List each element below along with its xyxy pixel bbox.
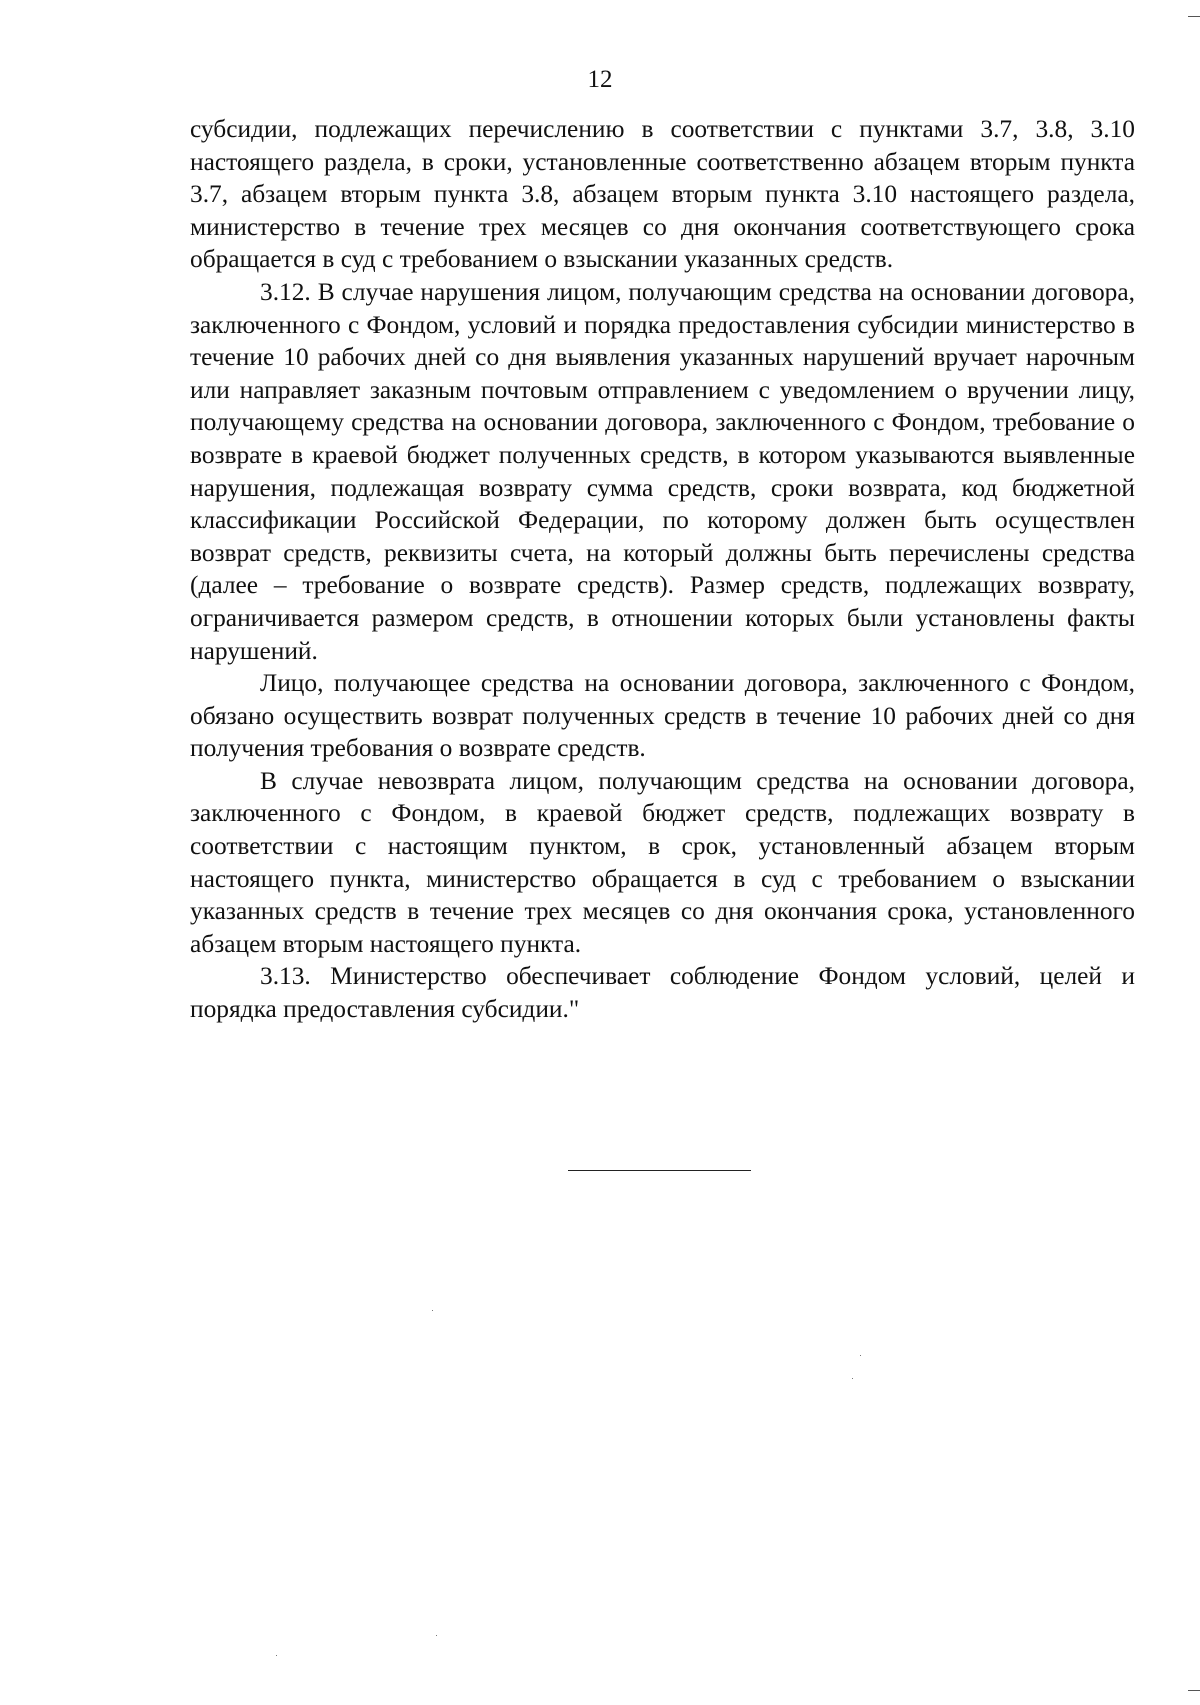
- page-number: 12: [587, 66, 613, 93]
- paragraph-continuation: субсидии, подлежащих перечислению в соответствии с пунктами 3.7, 3.8, 3.10 настоящего раздела, в сроки, установленные соответственно абзацем вторым пункта 3.7, абзацем вторым пункта 3.8, абзацем вторым пункта 3.10 настоящего раздела, министерство в течение трех месяцев со дня окончания соответствующего срока обращается в суд с требованием о взыскании указанных средств.: [190, 115, 1135, 274]
- scan-speck: [860, 1355, 861, 1356]
- document-body: [190, 113, 1135, 1026]
- scan-speck: [276, 1655, 277, 1656]
- scan-speck: [432, 1310, 433, 1311]
- paragraph-refund-obligation: Лицо, получающее средства на основании договора, заключенного с Фондом, обязано осуществить возврат полученных средств в течение 10 рабочих дней со дня получения требования о возврате средств.: [190, 669, 1135, 763]
- paragraph-non-refund: В случае невозврата лицом, получающим средства на основании договора, заключенного с Фондом, в краевой бюджет средств, подлежащих возврату в соответствии с настоящим пунктом, в срок, установленный абзацем вторым настоящего пункта, министерство обращается в суд с требованием о взыскании указанных средств в течение трех месяцев со дня окончания срока, установленного абзацем вторым настоящего пункта.: [190, 766, 1135, 958]
- paragraph-3-12: 3.12. В случае нарушения лицом, получающим средства на основании договора, заключенного с Фондом, условий и порядка предоставления субсидии министерство в течение 10 рабочих дней со дня выявления указанных нарушений вручает нарочным или направляет заказным почтовым отправлением с уведомлением о вручении лицу, получающему средства на основании договора, заключенного с Фондом, требование о возврате в краевой бюджет полученных средств, в котором указываются выявленные нарушения, подлежащая возврату сумма средств, сроки возврата, код бюджетной классификации Российской Федерации, по которому должен быть осуществлен возврат средств, реквизиты счета, на который должны быть перечислены средства (далее – требование о возврате средств). Размер средств, подлежащих возврату, ограничивается размером средств, в отношении которых были установлены факты нарушений.: [190, 277, 1135, 665]
- scan-edge-mark-bottom: [1188, 1690, 1200, 1691]
- scan-speck: [436, 1635, 437, 1636]
- scan-edge-mark-top: [1188, 16, 1200, 17]
- paragraph-3-13: 3.13. Министерство обеспечивает соблюдение Фондом условий, целей и порядка предоставления субсидии.": [190, 962, 1135, 1024]
- end-of-text-rule: [568, 1170, 751, 1171]
- scan-speck: [852, 1378, 853, 1379]
